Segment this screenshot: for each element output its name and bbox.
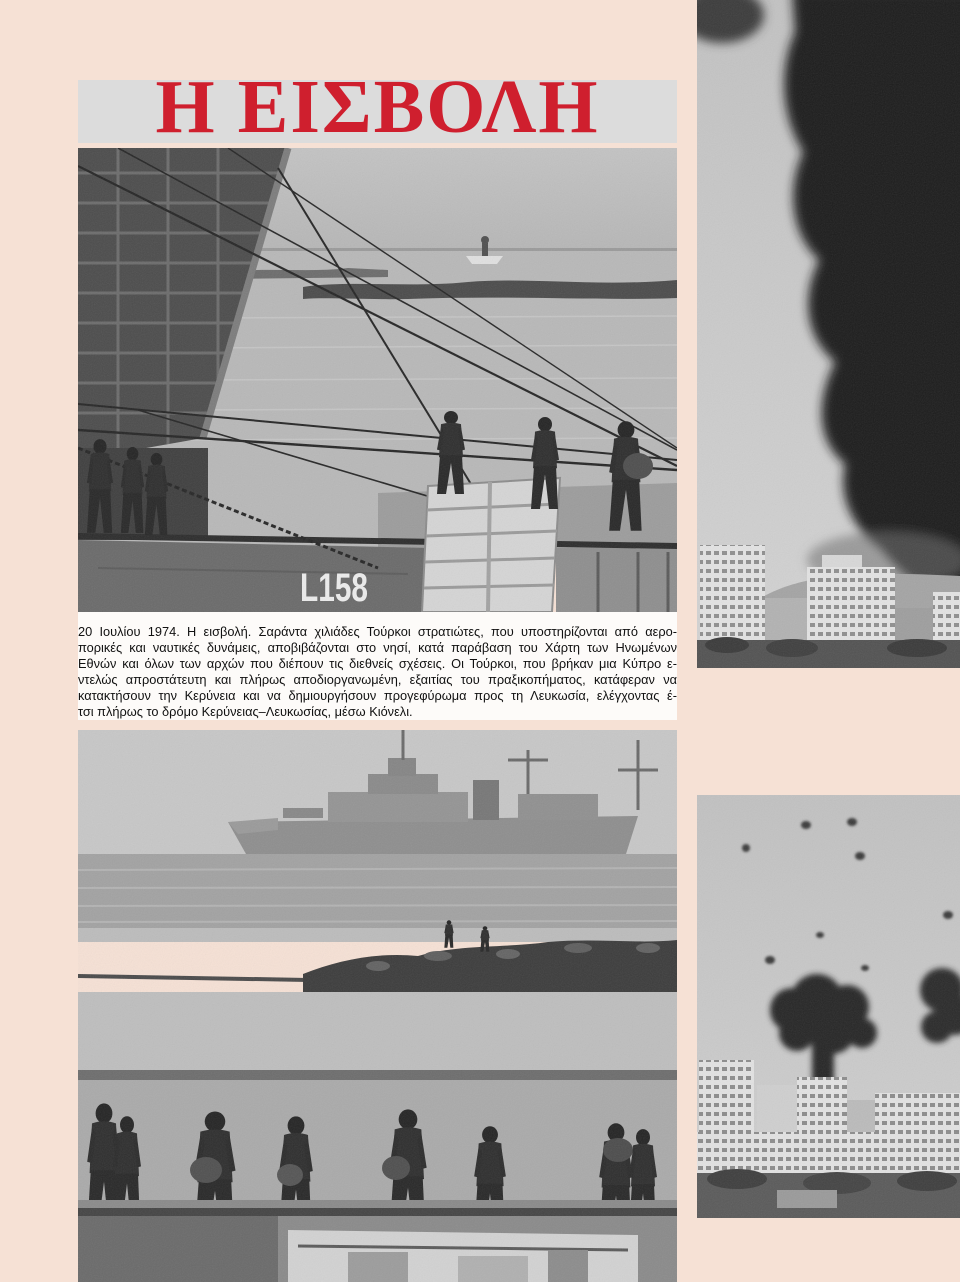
film-grain (78, 730, 677, 1282)
title-band (78, 80, 677, 143)
caption-line: πορικές και ναυτικές δυνάμεις, αποβιβάζονται στο νησί, κατά παράβαση του Χάρτη των Ηνωμένων (78, 640, 677, 655)
caption-line: κατακτήσουν την Κερύνεια και να δημιουργήσουν προγεφύρωμα προς τη Λευκωσία, ελέγχοντας έ- (78, 688, 677, 703)
photo-bombardment (697, 795, 960, 1218)
photo-smoke-over-city (697, 0, 960, 668)
film-grain (697, 795, 960, 1218)
film-grain (697, 0, 960, 668)
caption-line: 20 Ιουλίου 1974. Η εισβολή. Σαράντα χιλιάδες Τούρκοι στρατιώτες, που υποστηρίζονται από αερο- (78, 624, 677, 639)
hull-marking: L158 (300, 566, 368, 610)
page-title: Η ΕΙΣΒΟΛΗ (155, 80, 600, 143)
caption-line: τσι πλήρως το δρόμο Κερύνειας–Λευκωσίας, μέσω Κιόνελι. (78, 704, 413, 719)
photo-caption (78, 612, 677, 720)
photo-troops-landing (78, 730, 677, 1282)
caption-line: ντελώς απροστάτευτη και πλήρως αποδιοργανωμένη, εξαιτίας του πραξικοπήματος, κατάφεραν να (78, 672, 677, 687)
caption-line: Εθνών και όλων των αρχών που διέπουν τις διεθνείς σχέσεις. Οι Τούρκοι, που βρήκαν μια Κύπρο ε- (78, 656, 677, 671)
film-grain (78, 148, 677, 612)
photo-landing-ship (78, 148, 677, 612)
